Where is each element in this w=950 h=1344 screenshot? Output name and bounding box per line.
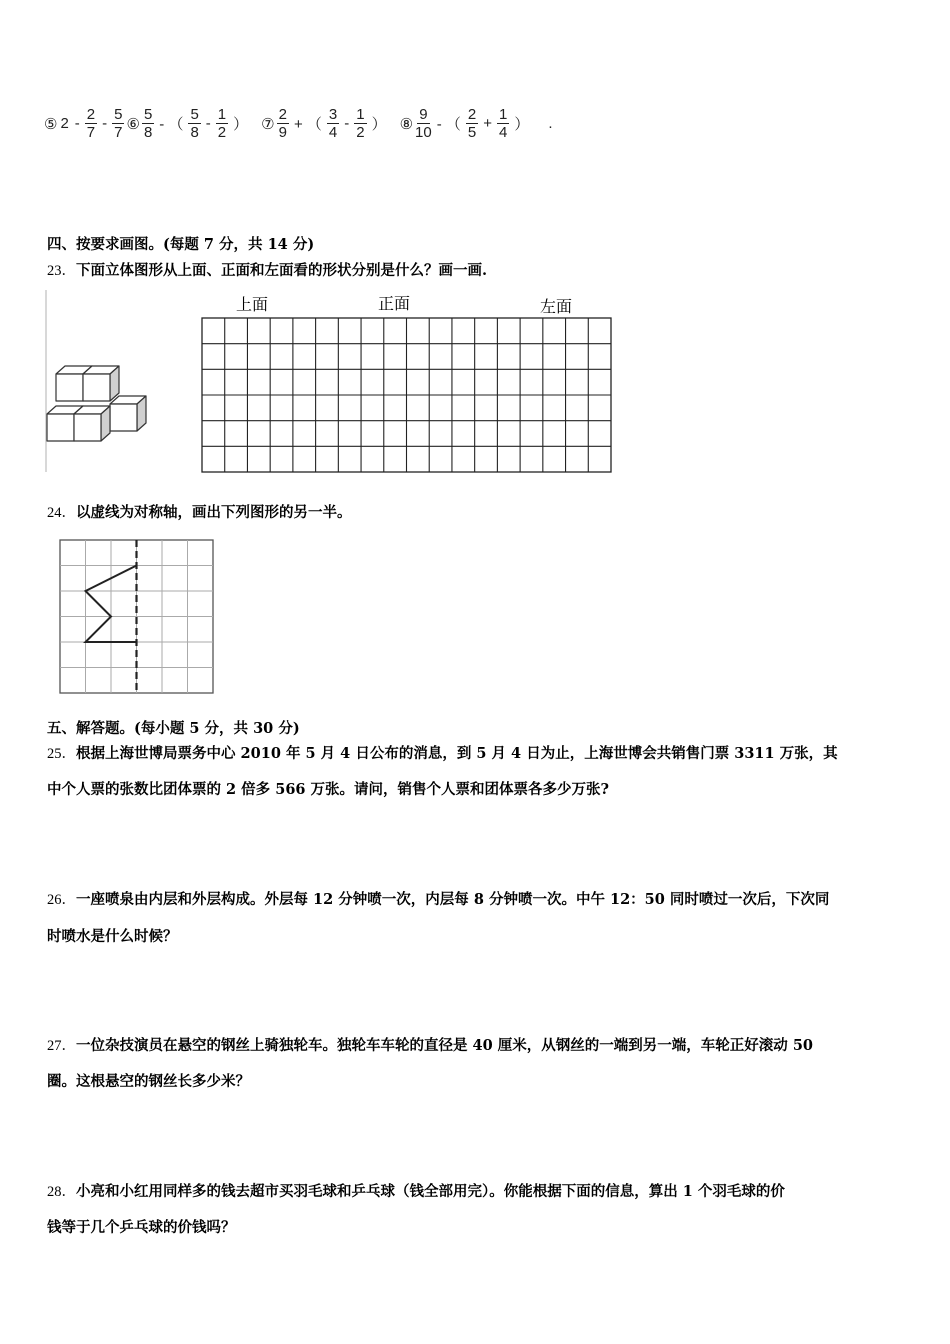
fraction: $\frac{5}{8}$ — [143, 106, 153, 141]
question-text: 以虚线为对称轴，画出下列图形的另一半。 — [76, 504, 352, 521]
operator: - — [74, 115, 80, 132]
label-front-view: 正面 — [378, 296, 411, 313]
fraction: $\frac{1}{2}$ — [217, 106, 227, 141]
operator: ） — [233, 116, 249, 133]
cube-front-face — [56, 374, 83, 401]
fraction: $\frac{1}{4}$ — [499, 106, 508, 141]
question-number: 27． — [47, 1038, 76, 1054]
operator: - （ — [159, 116, 184, 133]
operator: + — [483, 115, 493, 132]
question-text: 根据上海世博局票务中心 2010 年 5 月 4 日公布的消息，到 5 月 4 日为止，上海世博会共销售门票 3311 万张，其 — [76, 745, 838, 762]
operator: ） — [371, 116, 387, 133]
question-number: 23． — [47, 263, 76, 279]
drawing-grid-views[interactable] — [202, 318, 611, 472]
operator: - — [205, 115, 211, 132]
operator: 2 — [60, 115, 69, 132]
symmetry-grid[interactable] — [60, 540, 213, 693]
cube-front-face — [47, 414, 74, 441]
section-5-heading: 五、解答题。(每小题 5 分，共 30 分) — [47, 720, 300, 737]
label-left-view: 左面 — [540, 299, 573, 316]
expression-marker: ⑦ — [261, 115, 275, 133]
fraction: $\frac{9}{10}$ — [415, 106, 432, 141]
question-26-line2: 时喷水是什么时候？ — [47, 928, 178, 945]
question-25-line2: 中个人票的张数比团体票的 2 倍多 566 万张。请问，销售个人票和团体票各多少万张? — [47, 781, 610, 798]
fraction: $\frac{3}{4}$ — [328, 106, 338, 141]
question-27-line2: 圈。这根悬空的钢丝长多少米？ — [47, 1073, 250, 1090]
cube-front-face — [110, 404, 137, 431]
fraction: $\frac{2}{9}$ — [278, 106, 287, 141]
section-4-heading: 四、按要求画图。(每题 7 分，共 14 分) — [47, 236, 315, 253]
expression-end: . — [548, 115, 553, 132]
question-text: 一位杂技演员在悬空的钢丝上骑独轮车。独轮车车轮的直径是 40 厘米，从钢丝的一端到另一端，车轮正好滚动 50 — [76, 1037, 813, 1054]
question-28-line2: 钱等于几个乒乓球的价钱吗？ — [47, 1219, 236, 1236]
expression-marker: ⑤ — [44, 115, 58, 133]
question-number: 26． — [47, 892, 76, 908]
fraction: $\frac{1}{2}$ — [356, 106, 365, 141]
cube-front-face — [83, 374, 110, 401]
expression-marker: ⑧ — [399, 115, 414, 133]
operator: - — [344, 115, 350, 132]
fraction: $\frac{2}{7}$ — [86, 106, 96, 141]
label-top-view: 上面 — [236, 297, 269, 314]
question-number: 25． — [47, 746, 76, 762]
question-number: 28． — [47, 1184, 76, 1200]
fraction: $\frac{2}{5}$ — [467, 106, 477, 141]
question-text: 一座喷泉由内层和外层构成。外层每 12 分钟喷一次，内层每 8 分钟喷一次。中午 12：50 同时喷过一次后，下次同 — [76, 891, 830, 908]
operator: - — [102, 115, 108, 132]
expression-marker: ⑥ — [126, 115, 140, 133]
fraction: $\frac{5}{7}$ — [114, 106, 123, 141]
question-number: 24． — [47, 505, 76, 521]
operator: + （ — [293, 116, 322, 133]
cube-solid-figure — [47, 366, 146, 441]
operator: ） — [514, 116, 530, 133]
question-text: 小亮和小红用同样多的钱去超市买羽毛球和乒乓球（钱全部用完）。你能根据下面的信息，算出 1 个羽毛球的价 — [76, 1183, 785, 1200]
operator: - （ — [436, 116, 461, 133]
cube-front-face — [74, 414, 101, 441]
fraction: $\frac{5}{8}$ — [190, 106, 199, 141]
question-text: 下面立体图形从上面、正面和左面看的形状分别是什么？画一画. — [76, 262, 488, 279]
